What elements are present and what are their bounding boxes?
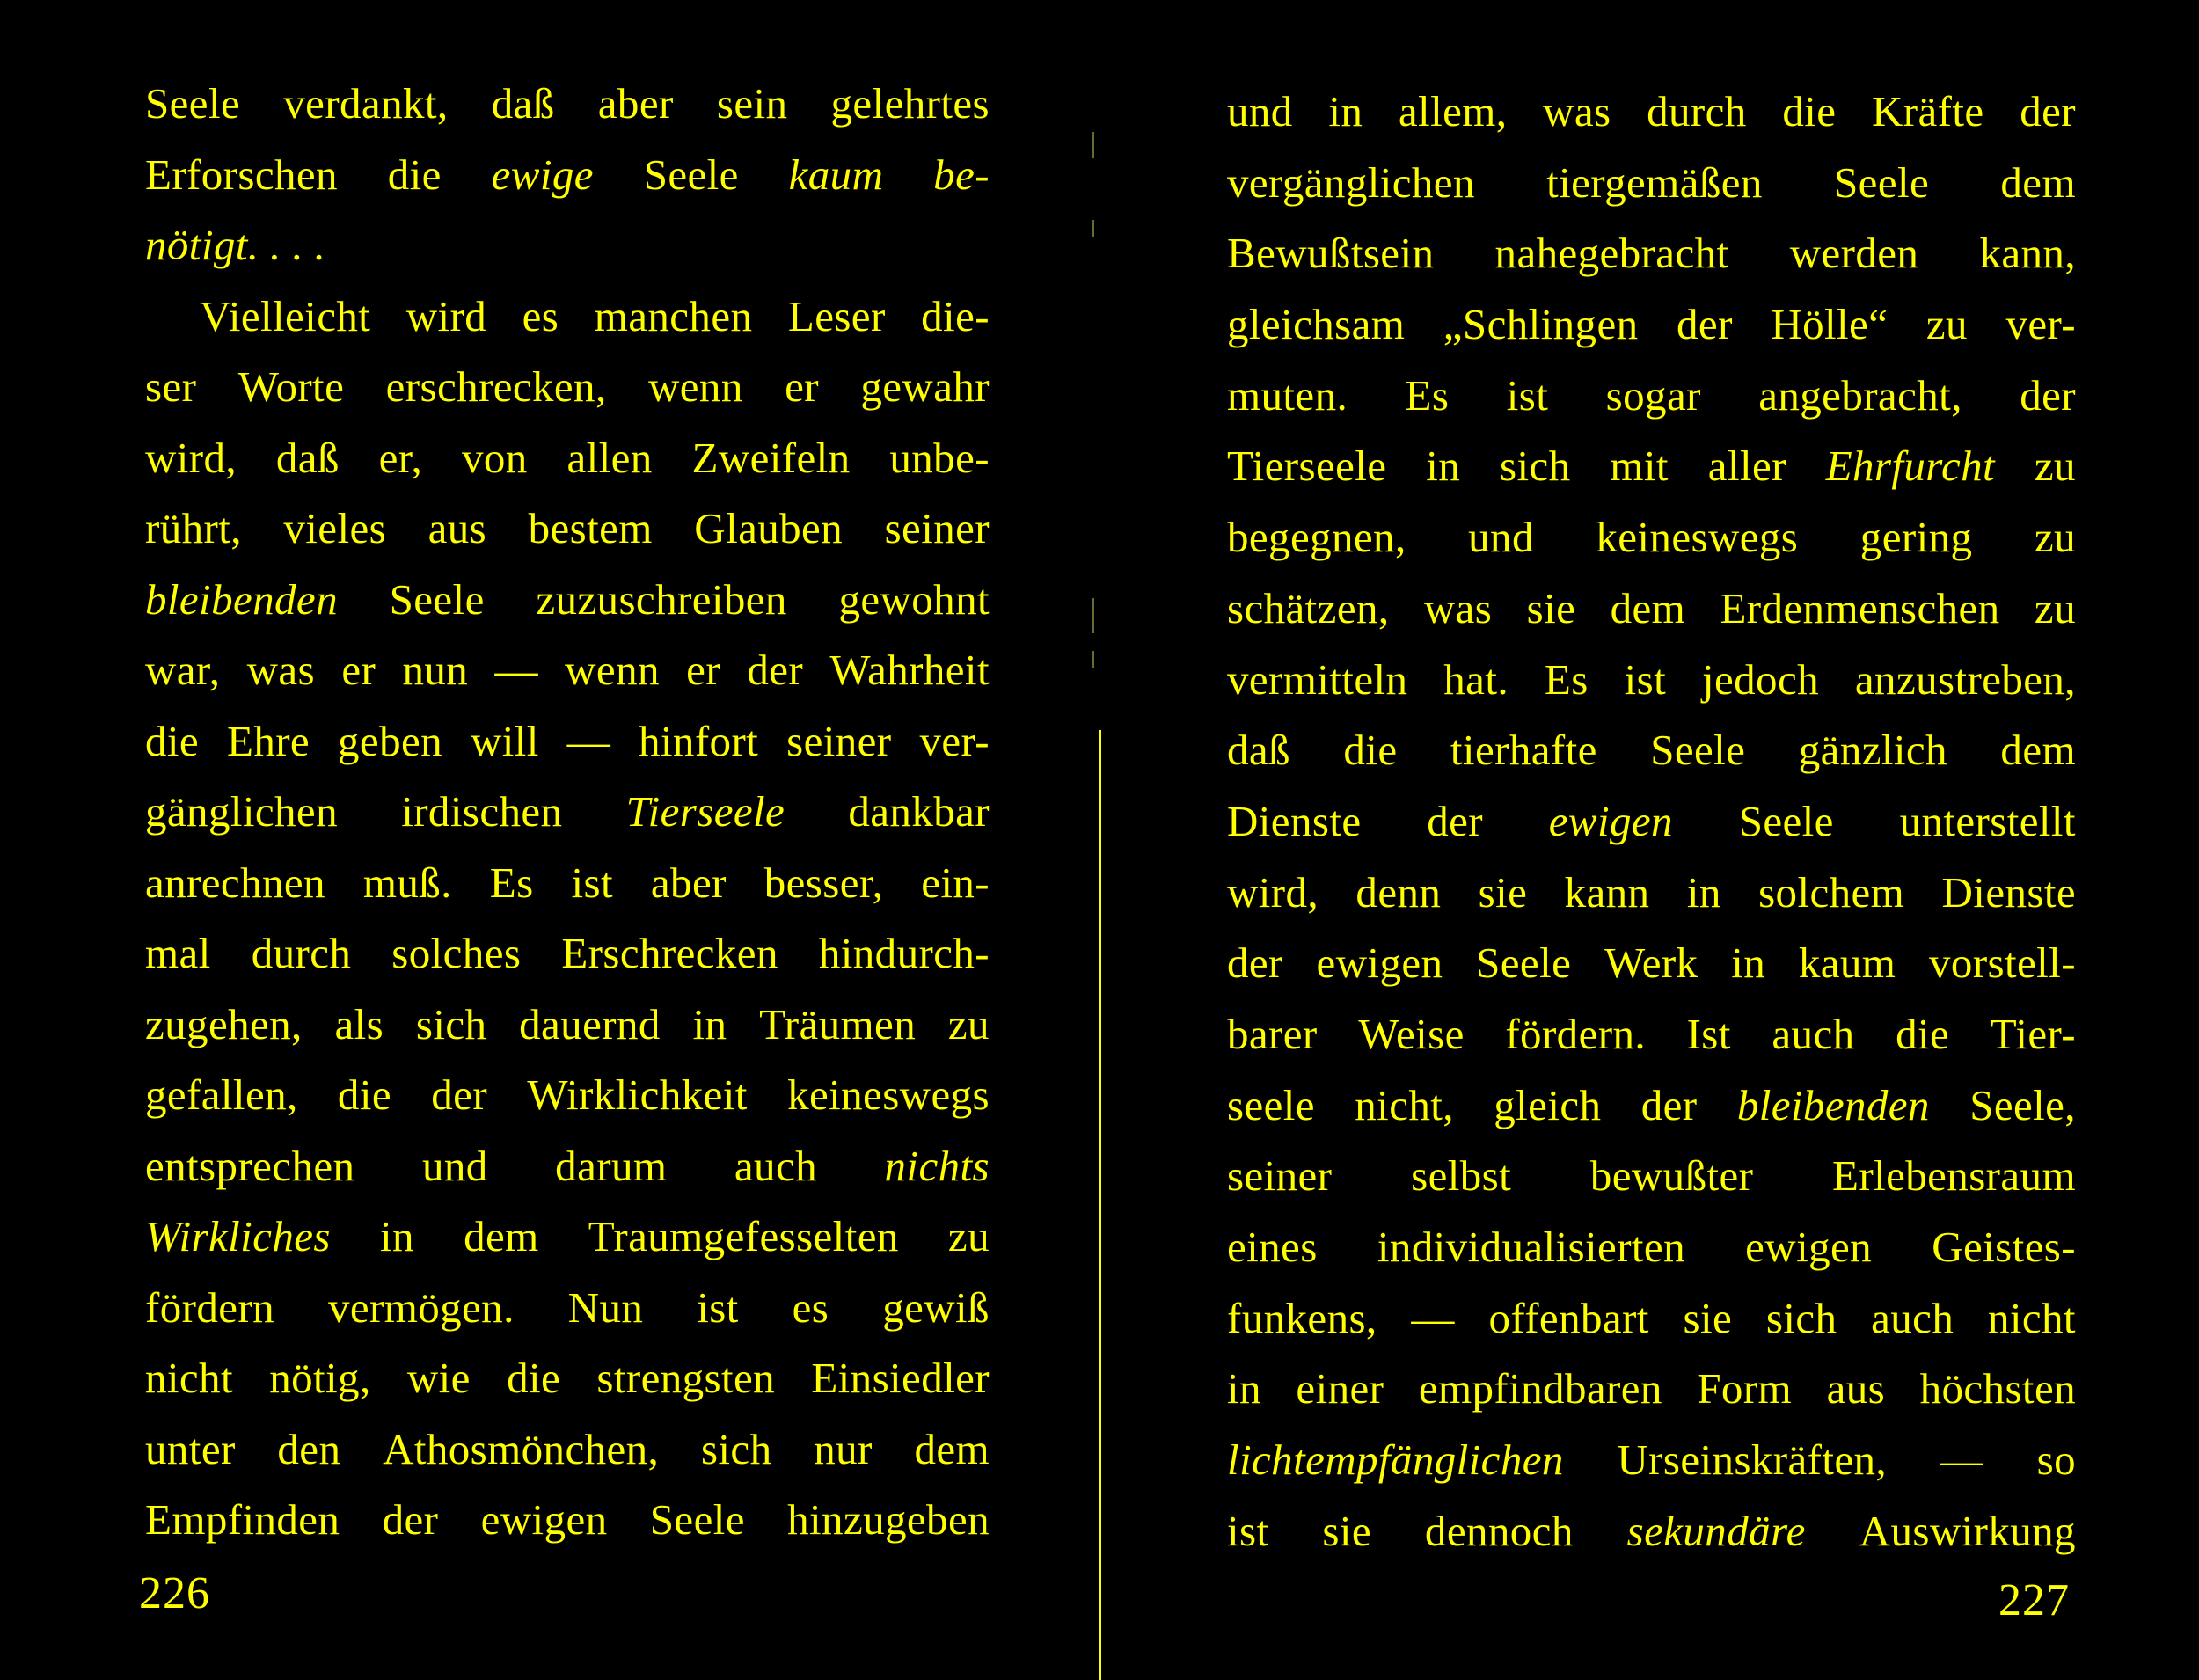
word: erschrecken, [385,362,607,411]
word: entsprechen [145,1141,355,1190]
word: ver- [919,716,990,765]
word: in [1328,87,1363,135]
italic-word: be- [933,150,990,199]
word: ser [145,362,197,411]
word: Dienste [1227,796,1362,845]
word: fördern [145,1282,275,1332]
word: nur [814,1424,873,1473]
word: nicht, [1355,1080,1454,1129]
text-line [145,565,990,636]
word: Seele [1738,796,1834,845]
word: er [785,362,819,411]
word: der [1427,796,1484,845]
word: rührt, [145,504,242,552]
word: irdischen [401,787,563,836]
word: ewigen [1745,1223,1873,1271]
word: eines [1227,1223,1318,1271]
word: muten. [1227,370,1348,420]
word: ver- [2005,300,2076,349]
gutter-mark [1092,132,1094,158]
word: angebracht, [1758,370,1962,420]
italic-word: nichts [884,1141,990,1190]
right-page-number: 227 [1998,1575,2070,1625]
word: Kräfte [1872,87,1984,135]
word: vermitteln [1227,654,1408,704]
text-line [145,1202,990,1273]
word: Ehre [226,716,310,765]
text-line [145,423,990,494]
word: was [1423,583,1493,632]
word: und [1227,87,1293,135]
text-line [1227,858,2076,929]
word: Athosmönchen, [383,1424,660,1473]
word: Erdenmenschen [1720,583,2000,632]
word: der [2020,370,2076,420]
text-line [145,352,990,423]
text-line [145,493,990,565]
word: Worte [237,362,345,411]
word: nahegebracht [1494,229,1729,278]
text-line [1227,218,2076,289]
word: wird [405,291,487,340]
word: barer [1227,1009,1318,1058]
word: sie [1322,1506,1372,1555]
text-line [1227,431,2076,502]
word: offenbart [1488,1293,1649,1342]
word: seiner [1227,1151,1333,1201]
word: Erlebensraum [1832,1151,2076,1201]
word: Hölle“ [1771,300,1889,349]
word: geben [338,716,443,765]
word: allen [566,433,653,482]
word: aber [650,858,727,907]
word: daß [1227,726,1290,775]
word: der [1227,939,1283,988]
word: zu [2034,442,2076,491]
text-line [1227,361,2076,432]
word: von [461,433,528,482]
word: manchen [594,291,753,340]
word: ist [1624,654,1667,704]
word: besser, [763,858,884,907]
word: auch [734,1141,817,1190]
word: gefallen, [145,1070,298,1119]
word: Leser [787,291,886,340]
word: Empfinden [145,1495,340,1544]
word: der [2020,87,2076,135]
word: will [470,716,539,765]
word: dennoch [1424,1506,1574,1555]
word: aus [427,504,487,552]
word: unter [145,1424,236,1473]
italic-word: Ehrfurcht [1825,442,1996,491]
word: Urseinskräften, [1617,1435,1888,1485]
word: einer [1296,1364,1384,1413]
word: die [1896,1009,1950,1058]
gutter-mark [1092,220,1094,237]
word: höchsten [1919,1364,2076,1413]
italic-word: sekundäre [1626,1506,1806,1555]
word: funkens, [1227,1293,1377,1342]
word: Seele [643,150,739,199]
word: dem [1610,583,1686,632]
word: ist [1227,1506,1269,1555]
word: er [341,646,376,694]
word: der [1640,1080,1698,1129]
word: Vielleicht [200,291,371,340]
word: — [1940,1435,1984,1485]
word: sich [415,999,487,1048]
left-page-text [145,69,990,1556]
word: zuzuschreiben [536,574,787,624]
text-line [1227,1425,2076,1496]
word: gering [1859,513,1973,562]
text-line [1227,148,2076,219]
word: der [747,646,804,694]
text-line [145,848,990,919]
word: dem [464,1212,539,1260]
text-line [145,1131,990,1202]
word: sein [716,79,788,128]
word: in [1227,1364,1261,1413]
word: Einsiedler [811,1354,990,1402]
text-line [1227,573,2076,645]
text-line [145,635,990,706]
text-line [145,140,990,211]
italic-word: ewigen [1548,796,1673,845]
word: sie [1526,583,1576,632]
text-line [1227,1283,2076,1355]
word: begegnen, [1227,513,1406,562]
word: auch [1871,1293,1954,1342]
word: zu [947,999,990,1048]
right-page-text [1227,77,2076,1567]
text-line [1227,715,2076,786]
word: als [334,999,384,1048]
word: hindurch- [818,929,990,977]
word: Ist [1686,1009,1731,1058]
text-line [145,918,990,990]
text-line [145,706,990,778]
word: seiner [884,504,990,552]
word: die [145,716,200,765]
word: sie [1478,867,1528,917]
text-line [145,69,990,140]
word: sich [1765,1293,1837,1342]
word: Wahrheit [829,646,990,694]
text-line [1227,786,2076,858]
word: und [421,1141,488,1190]
word: Bewußtsein [1227,229,1435,278]
word: wie [406,1354,471,1402]
italic-word: bleibenden [145,574,338,624]
italic-word: kaum [788,150,884,199]
word: verdankt, [283,79,449,128]
word: kann [1564,867,1650,917]
word: der [1677,300,1733,349]
word: der [431,1070,488,1119]
italic-word: Wirkliches [145,1212,331,1260]
word: Seele [1650,726,1746,775]
text-line [145,777,990,848]
word: und [1468,513,1534,562]
word: war, [145,646,221,694]
word: ist [571,858,613,907]
word: daß [275,433,340,482]
text-line [145,1414,990,1486]
gutter-mark [1092,651,1094,668]
word: mit [1610,442,1669,491]
word: Dienste [1941,867,2076,917]
word: Seele [1834,157,1930,207]
word: in [380,1212,414,1260]
word: vieles [283,504,387,552]
text-line [1227,1141,2076,1212]
text-line [1227,1070,2076,1142]
word: „Schlingen [1443,300,1639,349]
left-page [0,0,1091,1680]
right-page [1101,0,2199,1680]
word: gänzlich [1798,726,1947,775]
word: Es [1405,370,1450,420]
word: zu [2034,513,2076,562]
italic-word: lichtempfänglichen [1227,1435,1564,1485]
word: wird, [1227,867,1319,917]
word: gewohnt [838,574,990,624]
word: was [1543,87,1611,135]
left-page-number: 226 [139,1568,210,1618]
word: gleich [1494,1080,1602,1129]
word: wenn [647,362,743,411]
word: solchem [1758,867,1905,917]
word: hinzugeben [787,1495,990,1544]
word: in [1731,939,1766,988]
italic-word: Tierseele [625,787,785,836]
word: sie [1683,1293,1733,1342]
word: was [246,646,316,694]
word: wenn [565,646,660,694]
word: Tier- [1990,1009,2076,1058]
word: Seele [1476,939,1572,988]
text-line [1227,645,2076,716]
word: so [2036,1435,2076,1485]
word: Zweifeln [691,433,851,482]
text-line [145,1485,990,1556]
word: er, [378,433,423,482]
word: sich [1500,442,1571,491]
word: gewiß [882,1282,990,1332]
word: nicht [1987,1293,2076,1342]
word: selbst [1411,1151,1512,1201]
word: in [692,999,727,1048]
text-line [145,990,990,1061]
word: darum [555,1141,668,1190]
word: strengsten [596,1354,776,1402]
word: nötig, [269,1354,371,1402]
word: zu [1925,300,1968,349]
text-line [1227,289,2076,361]
word: dem [2000,726,2076,775]
word: hinfort [639,716,759,765]
word: seele [1227,1080,1315,1129]
word: dem [914,1424,990,1473]
word: ewigen [480,1495,608,1544]
word: Träumen [759,999,917,1048]
word: Seele, [1969,1080,2076,1129]
word: Form [1697,1364,1793,1413]
word: er [686,646,721,694]
text-line [145,281,990,353]
word: denn [1355,867,1442,917]
word: Es [489,858,534,907]
word: nicht [145,1354,233,1402]
text-line [145,1343,990,1414]
word: unterstellt [1899,796,2076,845]
word: es [792,1282,829,1332]
text-line [1227,1354,2076,1425]
word: unbe- [889,433,990,482]
word: Auswirkung [1859,1506,2076,1555]
word: Nun [567,1282,644,1332]
word: ist [1506,370,1549,420]
word: tierhafte [1450,726,1597,775]
text-line [1227,999,2076,1070]
word: der [382,1495,439,1544]
word: bestem [528,504,653,552]
italic-word: nötigt. . . . [145,221,326,269]
word: bewußter [1589,1151,1754,1201]
word: werden [1789,229,1919,278]
word: daß [491,79,555,128]
italic-word: bleibenden [1736,1080,1930,1129]
word: es [522,291,559,340]
word: kann, [1979,229,2076,278]
gutter-mark [1092,598,1094,633]
word: zugehen, [145,999,303,1048]
word: gelehrtes [830,79,990,128]
word: sogar [1605,370,1701,420]
word: muß. [362,858,452,907]
word: die [507,1354,561,1402]
text-line [145,1273,990,1344]
word: Glauben [694,504,844,552]
word: jedoch [1701,654,1819,704]
word: Traumgefesselten [588,1212,899,1260]
text-line [1227,1496,2076,1567]
word: zu [947,1212,990,1260]
word: schätzen, [1227,583,1390,632]
word: auch [1772,1009,1855,1058]
word: Tierseele [1227,442,1387,491]
word: kaum [1798,939,1896,988]
word: zu [2034,583,2076,632]
italic-word: ewige [491,150,594,199]
word: wird, [145,433,237,482]
text-line [1227,77,2076,148]
word: ein- [921,858,990,907]
word: Weise [1358,1009,1465,1058]
word: die [387,150,442,199]
word: ist [697,1282,739,1332]
word: Wirklichkeit [527,1070,748,1119]
word: den [277,1424,341,1473]
word: Es [1544,654,1589,704]
word: keineswegs [1596,513,1799,562]
word: fördern. [1505,1009,1646,1058]
word: dankbar [848,787,990,836]
word: solches [391,929,522,977]
word: keineswegs [787,1070,990,1119]
word: — [566,716,611,765]
word: sich [700,1424,772,1473]
text-line [1227,502,2076,573]
word: durch [1647,87,1747,135]
word: allem, [1398,87,1508,135]
word: tiergemäßen [1546,157,1763,207]
word: vorstell- [1929,939,2076,988]
word: in [1686,867,1721,917]
word: ewigen [1316,939,1443,988]
word: aber [597,79,674,128]
word: die [1782,87,1837,135]
word: Seele [145,79,241,128]
text-line [145,210,990,281]
text-line [1227,1212,2076,1283]
word: dem [2000,157,2076,207]
word: gewahr [860,362,990,411]
word: aller [1707,442,1786,491]
word: Seele [389,574,485,624]
word: empfindbaren [1418,1364,1662,1413]
word: gänglichen [145,787,338,836]
word: — [1411,1293,1455,1342]
word: hat. [1443,654,1509,704]
word: die- [921,291,990,340]
text-line [145,1060,990,1131]
word: Geistes- [1932,1223,2076,1271]
word: vermögen. [327,1282,515,1332]
word: Werk [1604,939,1699,988]
word: Erschrecken [561,929,778,977]
word: anrechnen [145,858,325,907]
word: die [337,1070,391,1119]
word: anzustreben, [1854,654,2076,704]
word: die [1343,726,1398,775]
word: Seele [649,1495,745,1544]
word: mal [145,929,211,977]
word: dauernd [519,999,661,1048]
word: individualisierten [1377,1223,1685,1271]
word: nun [402,646,469,694]
word: — [494,646,538,694]
text-line [1227,928,2076,999]
word: vergänglichen [1227,157,1475,207]
word: Erforschen [145,150,338,199]
word: seiner [786,716,892,765]
word: in [1426,442,1461,491]
word: gleichsam [1227,300,1406,349]
word: durch [251,929,352,977]
word: aus [1826,1364,1886,1413]
